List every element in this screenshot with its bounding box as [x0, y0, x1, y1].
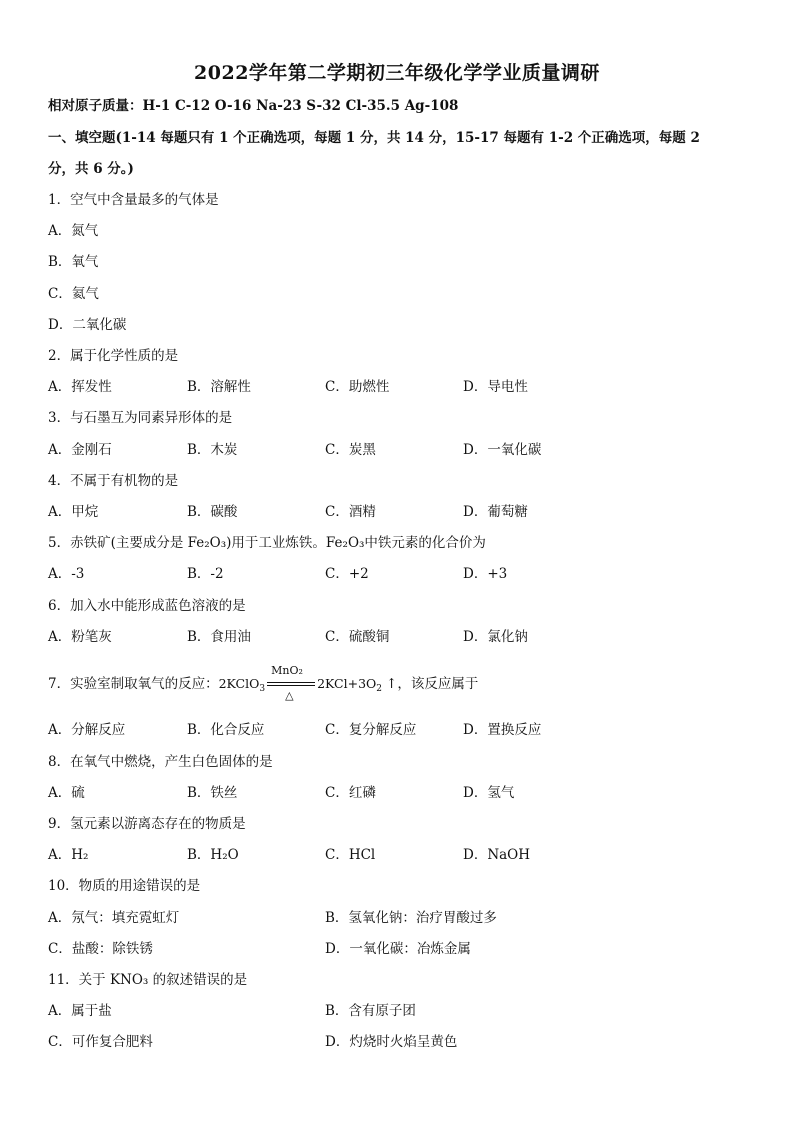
q6-option-d: D．氯化钠 — [463, 629, 528, 645]
question-7 — [48, 664, 479, 702]
q5-option-c: C．+2 — [325, 566, 369, 582]
q5-option-a: A．-3 — [48, 566, 85, 582]
q10-option-d: D．一氧化碳：冶炼金属 — [325, 941, 471, 957]
q1-option-a: A．氮气 — [48, 223, 99, 239]
reactant: 2KClO — [218, 676, 260, 691]
q2-option-b: B．溶解性 — [187, 379, 251, 395]
q8-option-c: C．红磷 — [325, 785, 376, 801]
q3-option-d: D．一氧化碳 — [463, 442, 542, 458]
q9-option-b: B．H₂O — [187, 847, 239, 863]
q6-option-b: B．食用油 — [187, 629, 251, 645]
q8-option-a: A．硫 — [48, 785, 85, 801]
q3-option-a: A．金刚石 — [48, 442, 112, 458]
q9-option-d: D．NaOH — [463, 847, 531, 863]
atomic-masses: 相对原子质量：H-1 C-12 O-16 Na-23 S-32 Cl-35.5 Ag-108 — [48, 98, 459, 114]
q11-option-b: B．含有原子团 — [325, 1003, 416, 1019]
section-instruction: 一、填空题(1-14 每题只有 1 个正确选项，每题 1 分，共 14 分，15-17 每题有 1-2 个正确选项，每题 2 — [48, 130, 700, 146]
q3-option-c: C．炭黑 — [325, 442, 376, 458]
q2-option-d: D．导电性 — [463, 379, 528, 395]
reaction-equation — [218, 664, 386, 702]
q5-option-d: D．+3 — [463, 566, 508, 582]
q8-option-b: B．铁丝 — [187, 785, 238, 801]
q10-option-a: A．氖气：填充霓虹灯 — [48, 910, 180, 926]
reaction-arrow — [265, 664, 317, 702]
q1-option-c: C．氦气 — [48, 286, 99, 302]
q11-option-d: D．灼烧时火焰呈黄色 — [325, 1034, 458, 1050]
q7-stem-prefix: 7．实验室制取氧气的反应： — [48, 676, 219, 692]
question-6: 6．加入水中能形成蓝色溶液的是 — [48, 598, 246, 614]
question-8: 8．在氧气中燃烧，产生白色固体的是 — [48, 754, 273, 770]
q3-option-b: B．木炭 — [187, 442, 238, 458]
question-1: 1．空气中含量最多的气体是 — [48, 192, 219, 208]
heat-condition: △ — [285, 689, 294, 702]
q4-option-c: C．酒精 — [325, 504, 376, 520]
reactant-subscript: 3 — [259, 684, 266, 694]
question-9: 9．氢元素以游离态存在的物质是 — [48, 816, 246, 832]
q4-option-a: A．甲烷 — [48, 504, 99, 520]
q9-option-c: C．HCl — [325, 847, 376, 863]
question-11: 11．关于 KNO₃ 的叙述错误的是 — [48, 972, 248, 988]
q11-option-c: C．可作复合肥料 — [48, 1034, 153, 1050]
product: 2KCl+3O — [317, 676, 377, 691]
q6-option-c: C．硫酸铜 — [325, 629, 390, 645]
q5-option-b: B．-2 — [187, 566, 224, 582]
section-instruction-cont: 分，共 6 分。) — [48, 161, 134, 177]
q7-option-a: A．分解反应 — [48, 722, 126, 738]
q2-option-c: C．助燃性 — [325, 379, 390, 395]
product-subscript: 2 — [376, 684, 383, 694]
q10-option-b: B．氢氧化钠：治疗胃酸过多 — [325, 910, 497, 926]
question-10: 10．物质的用途错误的是 — [48, 878, 201, 894]
q6-option-a: A．粉笔灰 — [48, 629, 112, 645]
q1-option-b: B．氧气 — [48, 254, 99, 270]
q1-option-d: D．二氧化碳 — [48, 317, 127, 333]
q7-stem-suffix: ↑，该反应属于 — [386, 676, 479, 692]
q8-option-d: D．氢气 — [463, 785, 515, 801]
question-5: 5．赤铁矿(主要成分是 Fe₂O₃)用于工业炼铁。Fe₂O₃中铁元素的化合价为 — [48, 535, 486, 551]
catalyst-label: MnO₂ — [271, 664, 303, 677]
q11-option-a: A．属于盐 — [48, 1003, 112, 1019]
question-3: 3．与石墨互为同素异形体的是 — [48, 410, 233, 426]
q7-option-d: D．置换反应 — [463, 722, 542, 738]
q9-option-a: A．H₂ — [48, 847, 89, 863]
question-4: 4．不属于有机物的是 — [48, 473, 179, 489]
question-2: 2．属于化学性质的是 — [48, 348, 179, 364]
q2-option-a: A．挥发性 — [48, 379, 112, 395]
q10-option-c: C．盐酸：除铁锈 — [48, 941, 153, 957]
q7-option-b: B．化合反应 — [187, 722, 265, 738]
page-title: 2022学年第二学期初三年级化学学业质量调研 — [194, 62, 600, 84]
q4-option-b: B．碳酸 — [187, 504, 238, 520]
q4-option-d: D．葡萄糖 — [463, 504, 528, 520]
q7-option-c: C．复分解反应 — [325, 722, 417, 738]
